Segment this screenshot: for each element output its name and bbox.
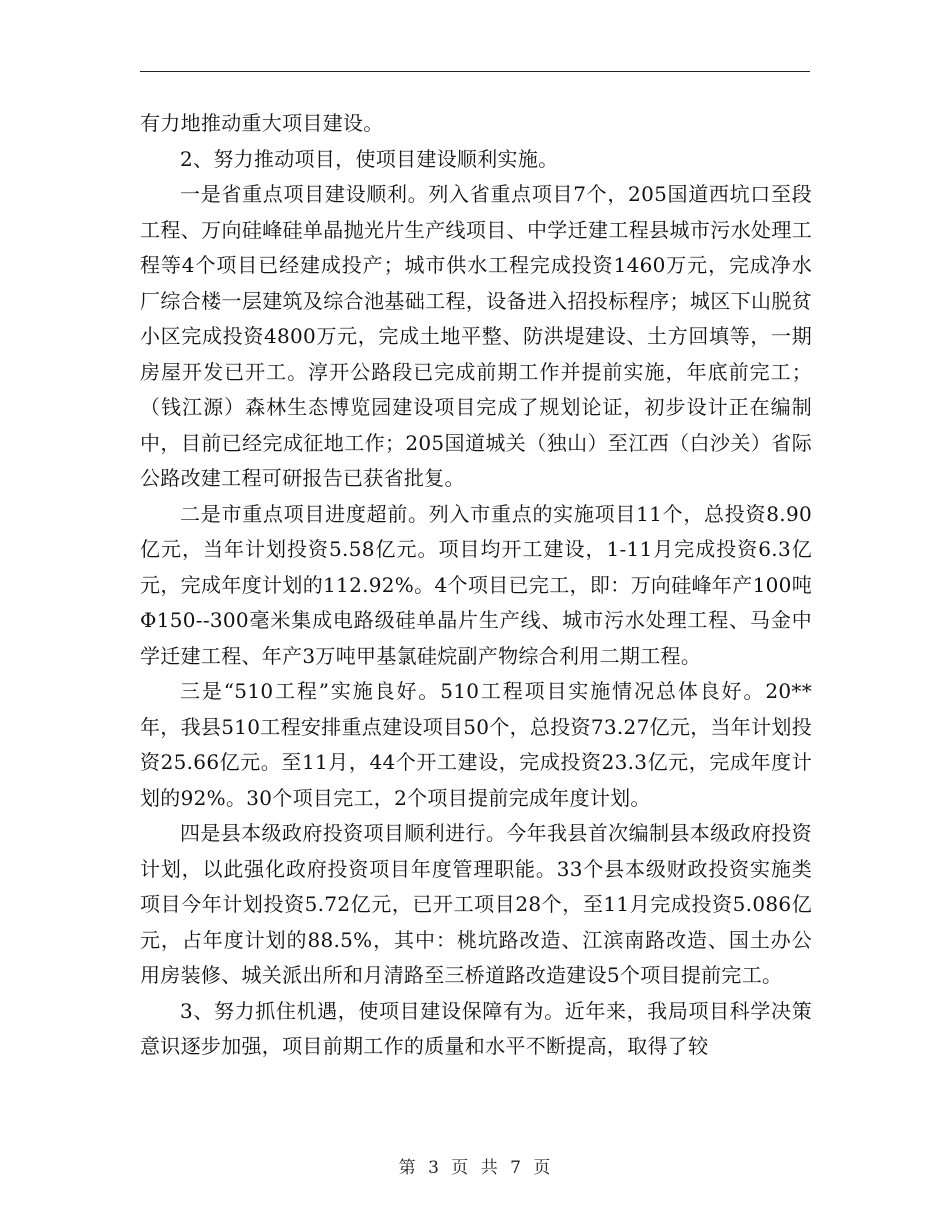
header-rule bbox=[140, 71, 810, 72]
paragraph-section-2-heading: 2、努力推动项目，使项目建设顺利实施。 bbox=[180, 146, 559, 171]
paragraph-city-projects: 二是市重点项目进度超前。列入市重点的实施项目11个，总投资8.90亿元，当年计划投资5.58亿元。项目均开工建设，1-11月完成投资6.3亿元，完成年度计划的112.92%。4个项目已完工，即：万向硅峰年产100吨Φ150--300毫米集成电路级硅单晶片生产线、城市污水处理工程、马金中学迁建工程、年产3万吨甲基氯硅烷副产物综合利用二期工程。 bbox=[140, 501, 812, 668]
paragraph-510-project: 三是“510工程”实施良好。510工程项目实施情况总体良好。20**年，我县510工程安排重点建设项目50个，总投资73.27亿元，当年计划投资25.66亿元。至11月，44个开工建设，完成投资23.3亿元，完成年度计划的92%。30个项目完工，2个项目提前完成年度计划。 bbox=[140, 679, 812, 810]
paragraph-county-projects: 四是县本级政府投资项目顺利进行。今年我县首次编制县本级政府投资计划，以此强化政府投资项目年度管理职能。33个县本级财政投资实施类项目今年计划投资5.72亿元，已开工项目28个，至11月完成投资5.086亿元，占年度计划的88.5%，其中：桃坑路改造、江滨南路改造、国土办公用房装修、城关派出所和月清路至三桥道路改造建设5个项目提前完工。 bbox=[140, 821, 812, 987]
paragraph-continuation: 有力地推动重大项目建设。 bbox=[140, 111, 384, 135]
document-body bbox=[140, 106, 812, 1065]
page-number-footer: 第 3 页 共 7 页 bbox=[398, 1158, 552, 1178]
paragraph-provincial-projects: 一是省重点项目建设顺利。列入省重点项目7个，205国道西坑口至段工程、万向硅峰硅单晶抛光片生产线项目、中学迁建工程县城市污水处理工程等4个项目已经建成投产；城市供水工程完成投资1460万元，完成净水厂综合楼一层建筑及综合池基础工程，设备进入招投标程序；城区下山脱贫小区完成投资4800万元，完成土地平整、防洪堤建设、土方回填等，一期房屋开发已开工。淳开公路段已完成前期工作并提前实施，年底前完工；（钱江源）森林生态博览园建设项目完成了规划论证，初步设计正在编制中，目前已经完成征地工作；205国道城关（独山）至江西（白沙关）省际公路改建工程可研报告已获省批复。 bbox=[140, 182, 812, 490]
paragraph-section-3: 3、努力抓住机遇，使项目建设保障有为。近年来，我局项目科学决策意识逐步加强，项目前期工作的质量和水平不断提高，取得了较 bbox=[140, 998, 812, 1058]
